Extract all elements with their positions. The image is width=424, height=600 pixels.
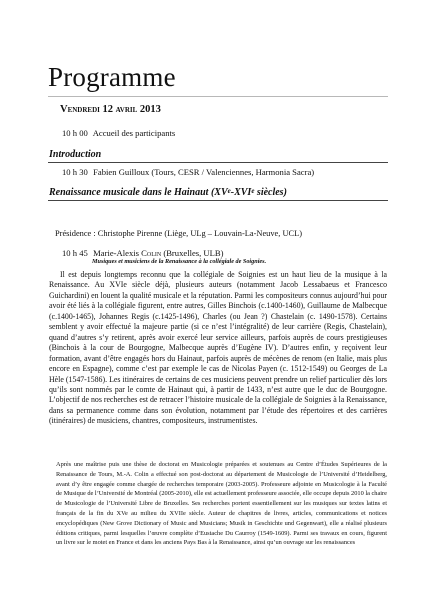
page-title: Programme xyxy=(48,62,176,92)
speaker-last-name: Colin xyxy=(141,248,162,258)
session-heading xyxy=(49,187,287,198)
talk-speaker xyxy=(93,248,223,258)
session-heading-sup: e xyxy=(251,187,255,195)
session-date: Vendredi 12 avril 2013 xyxy=(60,104,161,115)
session-heading-text: -XVI xyxy=(230,187,252,198)
title-divider xyxy=(48,96,388,97)
intro-speaker: Fabien Guilloux (Tours, CESR / Valenciennes, Harmonia Sacra) xyxy=(93,167,315,177)
schedule-time: 10 h 30 xyxy=(62,167,88,177)
intro-heading: Introduction xyxy=(49,149,102,160)
schedule-row-welcome xyxy=(62,128,175,138)
speaker-biography: Après une maîtrise puis une thèse de doctorat en Musicologie préparées et soutenues au Centre d’Études Supérieures de la Renaissance de Tours, M.-A. Colin a effectué son post-doctorat au département de Musicologie de l’Université d’Heidelberg, avant d’y être engagée comme chargée de recherches temporaire (2003-2005). Professeure adjointe en Musicologie à la Faculté de Musique de l’Université de Montréal (2005-2010), elle est actuellement professeure associée, elle occupe depuis 2010 la chaire de Musicologie de l’Université Libre de Bruxelles. Ses recherches portent essentiellement sur les musiques sur textes latins et français de la fin du XVe au milieu du XVIIe siècle. Auteur de chapitres de livres, articles, communications et notices encyclopédiques (New Grove Dictionary of Music and Musicians; Musik in Geschichte und Gegenwart), elle a réalisé plusieurs éditions critiques, parmi lesquelles l’œuvre complète d’Eustache Du Caurroy (1549-1609). Parmi ses travaux en cours, figurent un livre sur le motet en France et dans les anciens Pays Bas à la Renaissance, ainsi qu’un ouvrage sur les renaissances xyxy=(56,461,387,547)
session-presidence: Présidence : Christophe Pirenne (Liège, ULg – Louvain-La-Neuve, UCL) xyxy=(55,229,302,238)
talk-title: Musiques et musiciens de la Renaissance à la collégiale de Soignies. xyxy=(92,258,267,265)
speaker-first-name: Marie-Alexis xyxy=(93,248,142,258)
session-divider xyxy=(48,200,388,201)
schedule-text: Accueil des participants xyxy=(92,128,176,138)
talk-abstract: Il est depuis longtemps reconnu que la collégiale de Soignies est un haut lieu de la musique à la Renaissance. Au XVIe siècle déjà, plusieurs auteurs (notamment Jacob Lessabaeus et Francesco Guichardini) en louent la qualité musicale et la réputation. Parmi les compositeurs connus aujourd’hui pour avoir été liés à la collégiale figurent, entre autres, Gilles Binchois (c.1400-1460), Guillaume de Malbecque (c.1400-1465), Johannes Regis (c.1425-1496), Charles (ou Jean ?) Chastelain (c. 1490-1578). Certains semblent y avoir effectué la majeure partie (si ce n’est l’intégralité) de leur carrière (Regis, Chastelain), quand d’autres s’y retirent, après avoir exercé leur service ailleurs, parfois auprès de cours prestigieuses (Binchois à la cour de Bourgogne, Malbecque auprès d’Eugène IV). D’autres enfin, y reçoivent leur formation, avant d’être engagés hors du Hainaut, parfois auprès de mécènes de renom (en Italie, mais plus encore en Espagne), comme c’est par exemple le cas de Nicolas Payen (c. 1512-1549) ou Georges de La Hèle (1547-1586). Les itinéraires de certains de ces musiciens peuvent prendre un relief particulier dès lors qu’ils sont nommés par le comte de Hainaut qui, à partir de 1433, n’est autre que le duc de Bourgogne. L’objectif de nos recherches est de retracer l’histoire musicale de la collégiale de Soignies à la Renaissance, dans sa permanence comme dans son évolution, notamment par l’étude des répertoires et des carrières (itinéraires) de musiciens, chantres, compositeurs, instrumentistes. xyxy=(49,270,387,426)
talk-row xyxy=(62,248,223,258)
session-heading-text: Renaissance musicale dans le Hainaut (XV xyxy=(49,187,228,198)
intro-divider xyxy=(48,162,388,163)
talk-time: 10 h 45 xyxy=(62,248,88,258)
session-heading-text: siècles) xyxy=(254,187,287,198)
session-heading-sup: e xyxy=(227,187,231,195)
schedule-time: 10 h 00 xyxy=(62,128,88,138)
speaker-affiliation: (Bruxelles, ULB) xyxy=(161,248,224,258)
schedule-row-intro xyxy=(62,167,314,177)
